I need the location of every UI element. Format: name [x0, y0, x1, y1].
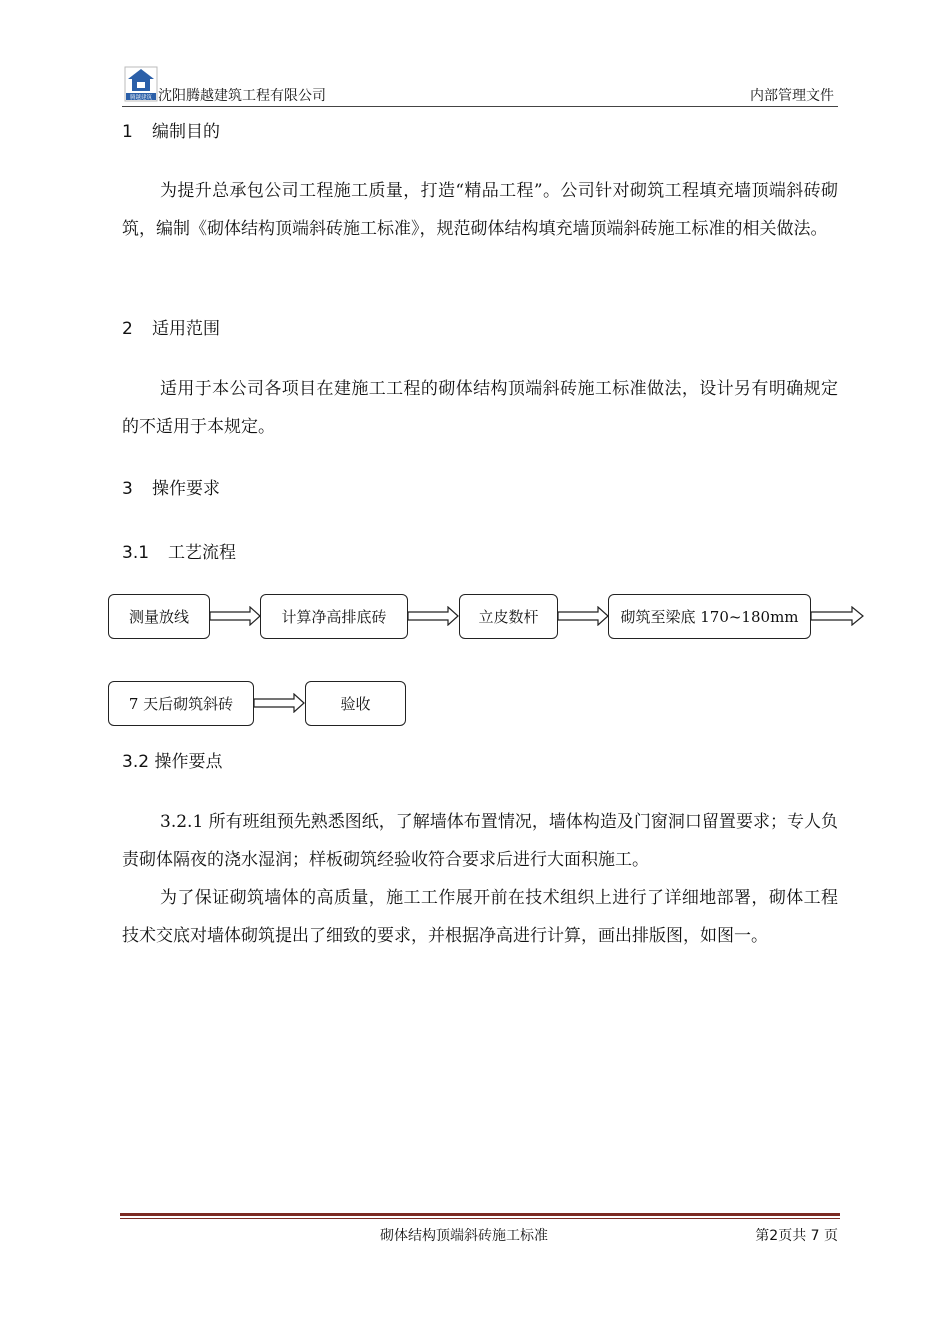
- document-type-label: 内部管理文件: [750, 88, 834, 104]
- footer-divider-thick: [120, 1213, 840, 1216]
- footer-page-number: 第2页共 7 页: [755, 1228, 838, 1244]
- footer-document-title: 砌体结构顶端斜砖施工标准: [380, 1228, 548, 1244]
- flow-step-6: 验收: [305, 681, 406, 726]
- section-1-paragraph: 为提升总承包公司工程施工质量，打造“精品工程”。公司针对砌筑工程填充墙顶端斜砖砌筑，编制《砌体结构顶端斜砖施工标准》，规范砌体结构填充墙顶端斜砖施工标准的相关做法。: [122, 181, 838, 239]
- section-3-number: 3: [122, 479, 133, 499]
- flow-arrow-3-icon: [558, 606, 610, 626]
- section-3-2-paragraph-1: 3.2.1 所有班组预先熟悉图纸，了解墙体布置情况，墙体构造及门窗洞口留置要求；专人负责砌体隔夜的浇水湿润；样板砌筑经验收符合要求后进行大面积施工。: [122, 812, 838, 870]
- flow-step-3: 立皮数杆: [459, 594, 558, 639]
- company-name: 沈阳腾越建筑工程有限公司: [158, 88, 326, 104]
- flow-step-5: 7 天后砌筑斜砖: [108, 681, 254, 726]
- flow-arrow-2-icon: [408, 606, 460, 626]
- footer-divider-thin: [120, 1218, 840, 1219]
- section-3-2-heading: 3.2 操作要点: [122, 752, 223, 772]
- section-3-2-paragraph-2: 为了保证砌筑墙体的高质量，施工工作展开前在技术组织上进行了详细地部署，砌体工程技术交底对墙体砌筑提出了细致的要求，并根据净高进行计算，画出排版图，如图一。: [122, 888, 838, 946]
- flow-arrow-1-icon: [210, 606, 262, 626]
- section-3-title: 操作要求: [152, 479, 220, 499]
- flow-arrow-4-icon: [811, 606, 865, 626]
- section-1-number: 1: [122, 122, 133, 142]
- section-2-title: 适用范围: [152, 319, 220, 339]
- section-3-1-number: 3.1: [122, 543, 150, 563]
- section-2-number: 2: [122, 319, 133, 339]
- flow-step-1: 测量放线: [108, 594, 210, 639]
- flow-step-4: 砌筑至梁底 170~180mm: [608, 594, 811, 639]
- logo-text: 腾越建筑: [129, 95, 153, 101]
- section-3-1-title: 工艺流程: [168, 543, 236, 563]
- section-1-title: 编制目的: [152, 122, 220, 142]
- flow-step-2: 计算净高排底砖: [260, 594, 408, 639]
- flow-arrow-5-icon: [254, 693, 306, 713]
- section-2-paragraph: 适用于本公司各项目在建施工工程的砌体结构顶端斜砖施工标准做法，设计另有明确规定的不适用于本规定。: [122, 379, 838, 437]
